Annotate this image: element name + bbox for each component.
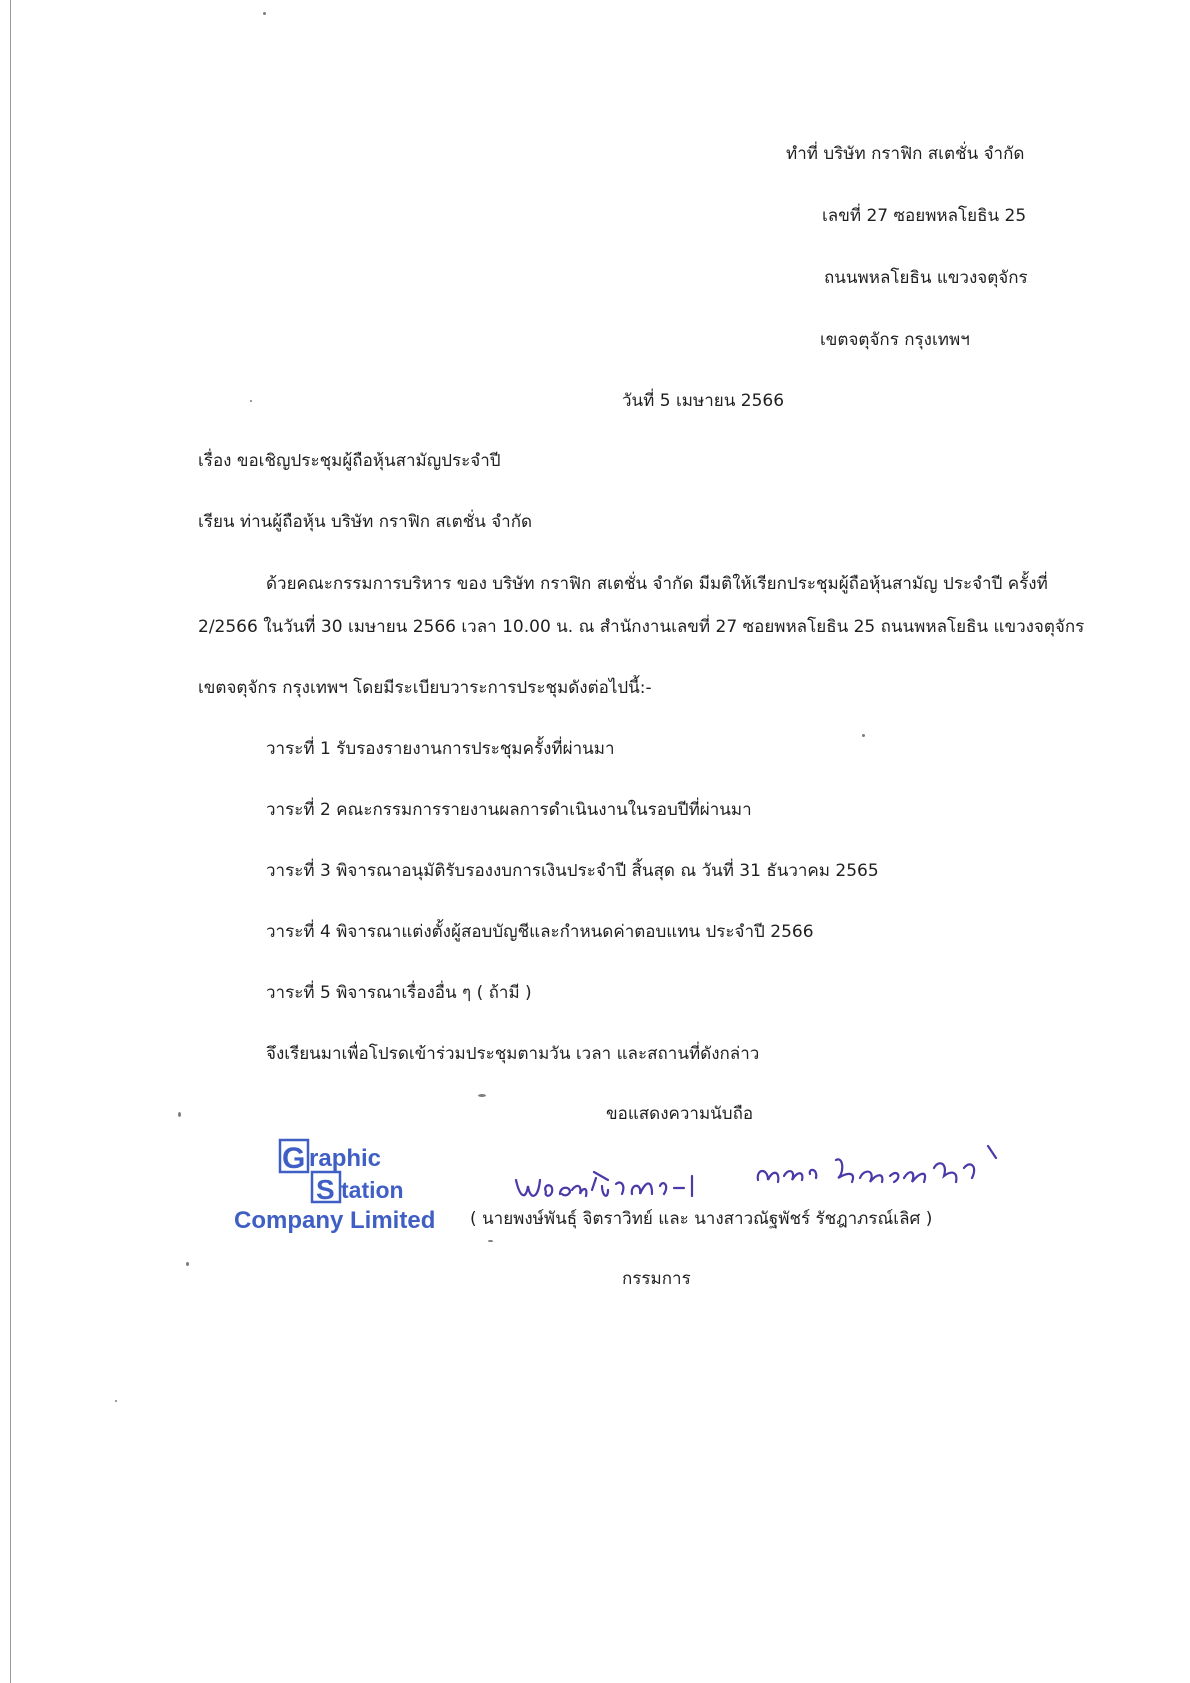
svg-text:raphic: raphic [309,1145,382,1172]
scan-speck [263,12,266,15]
scan-edge-line [10,0,11,1683]
svg-text:G: G [282,1142,306,1175]
signature-2 [752,1138,1012,1198]
sender-address-line-2: เลขที่ 27 ซอยพหลโยธิน 25 [822,206,1027,226]
agenda-item: วาระที่ 1 รับรองรายงานการประชุมครั้งที่ผ่านมา [266,739,615,759]
scan-speck [478,1094,486,1097]
company-stamp-logo [230,1138,450,1234]
signature-1 [512,1150,737,1206]
body-line-2: 2/2566 ในวันที่ 30 เมษายน 2566 เวลา 10.00 น. ณ สำนักงานเลขที่ 27 ซอยพหลโยธิน 25 ถนนพหลโยธิน แขวงจตุจักร [198,617,1085,637]
closing-phrase: ขอแสดงความนับถือ [606,1104,754,1124]
sender-address-line-4: เขตจตุจักร กรุงเทพฯ [820,330,970,350]
scan-speck [115,1400,117,1402]
agenda-item: วาระที่ 5 พิจารณาเรื่องอื่น ๆ ( ถ้ามี ) [266,983,532,1003]
scan-speck [488,1240,493,1242]
scan-speck [178,1112,181,1117]
svg-text:S: S [316,1174,335,1205]
letter-date: วันที่ 5 เมษายน 2566 [622,391,785,411]
signatory-names: ( นายพงษ์พันธุ์ จิตราวิทย์ และ นางสาวณัฐพัชร์ รัชฎาภรณ์เลิศ ) [470,1209,933,1229]
sender-address-line-1: ทำที่ บริษัท กราฟิก สเตชั่น จำกัด [786,144,1025,164]
body-line-3: เขตจตุจักร กรุงเทพฯ โดยมีระเบียบวาระการประชุมดังต่อไปนี้:- [198,678,652,698]
agenda-item: วาระที่ 2 คณะกรรมการรายงานผลการดำเนินงานในรอบปีที่ผ่านมา [266,800,752,820]
signatory-title: กรรมการ [622,1269,691,1289]
closing-request: จึงเรียนมาเพื่อโปรดเข้าร่วมประชุมตามวัน เวลา และสถานที่ดังกล่าว [266,1044,760,1064]
scan-speck [186,1262,189,1266]
agenda-item: วาระที่ 3 พิจารณาอนุมัติรับรองงบการเงินประจำปี สิ้นสุด ณ วันที่ 31 ธันวาคม 2565 [266,861,879,881]
salutation-line: เรียน ท่านผู้ถือหุ้น บริษัท กราฟิก สเตชั่น จำกัด [198,512,533,532]
scan-speck [250,400,252,402]
svg-text:Company Limited: Company Limited [234,1207,436,1234]
agenda-item: วาระที่ 4 พิจารณาแต่งตั้งผู้สอบบัญชีและกำหนดค่าตอบแทน ประจำปี 2566 [266,922,814,942]
sender-address-line-3: ถนนพหลโยธิน แขวงจตุจักร [824,268,1028,288]
body-line-1: ด้วยคณะกรรมการบริหาร ของ บริษัท กราฟิก สเตชั่น จำกัด มีมติให้เรียกประชุมผู้ถือหุ้นสามัญ ประจำปี ครั้งที่ [266,574,1048,594]
subject-line: เรื่อง ขอเชิญประชุมผู้ถือหุ้นสามัญประจำปี [198,451,501,471]
svg-text:tation: tation [341,1177,404,1203]
scan-speck [862,734,865,737]
